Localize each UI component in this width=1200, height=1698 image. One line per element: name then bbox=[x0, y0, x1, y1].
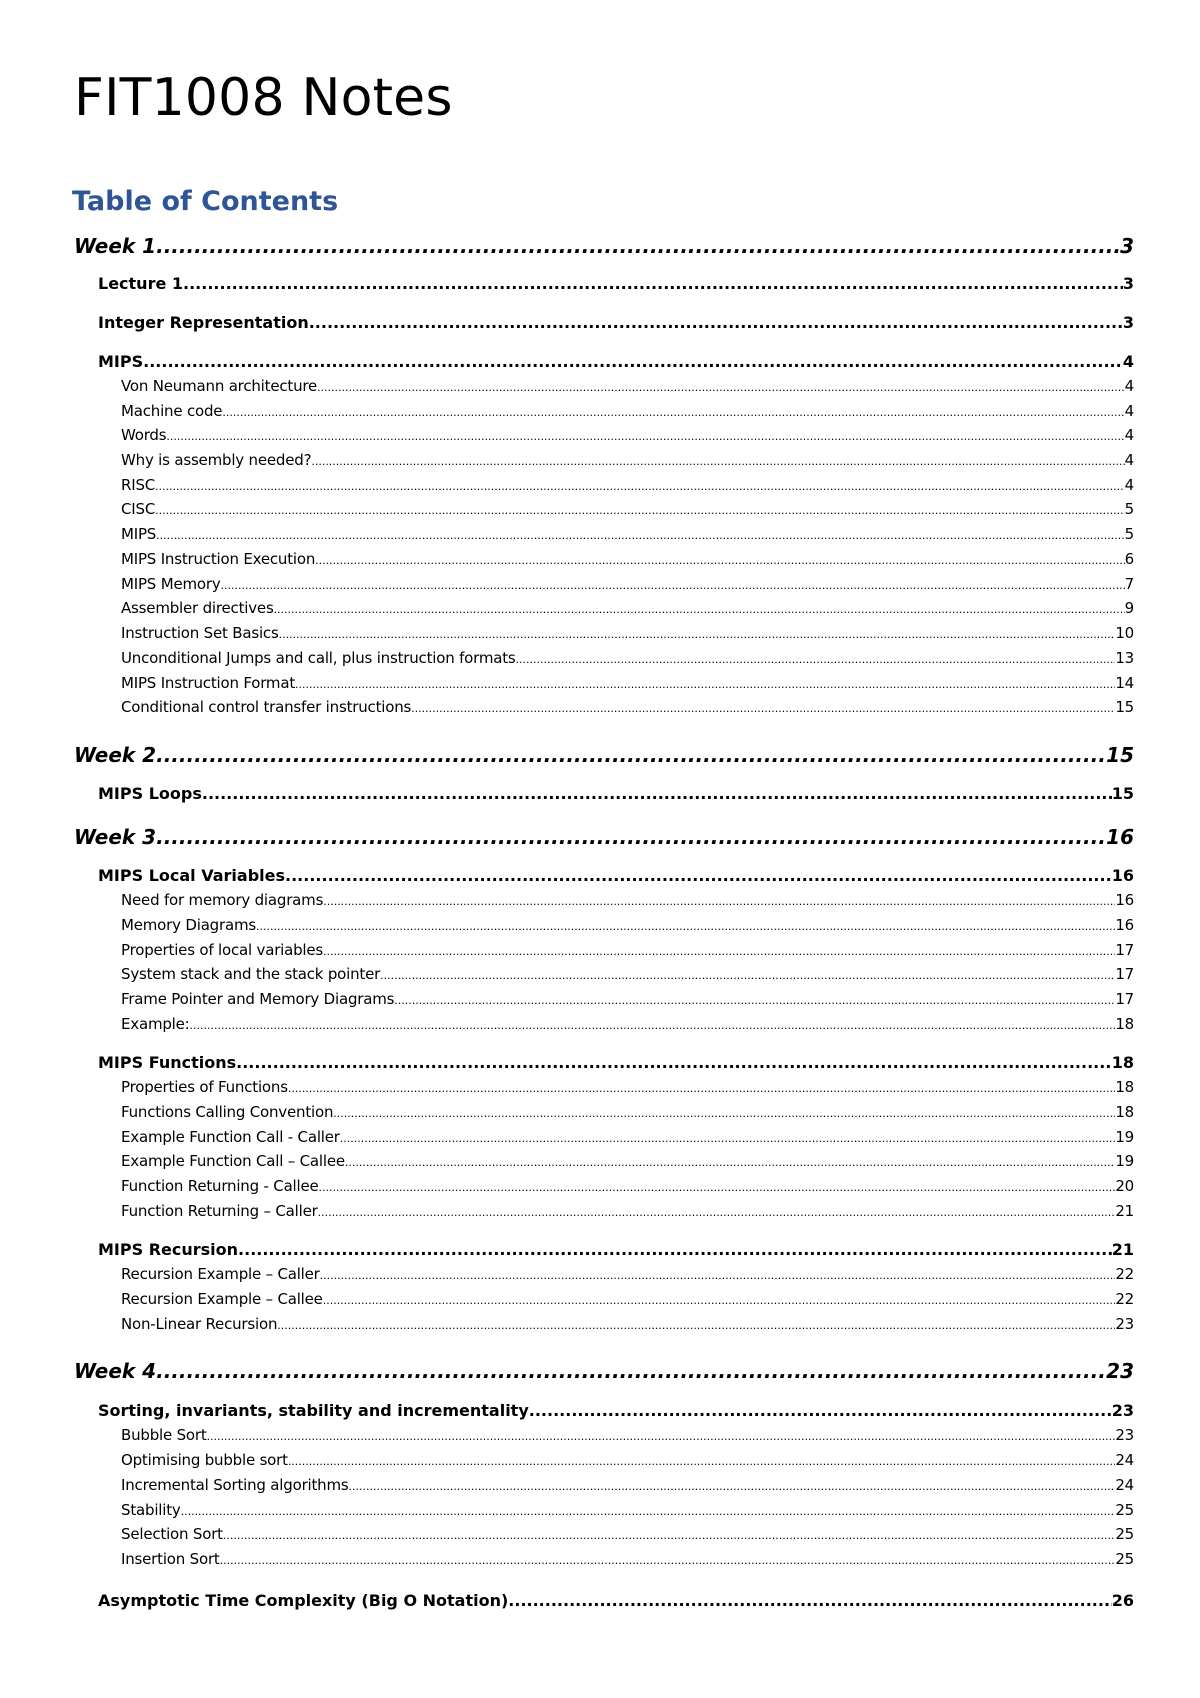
toc-entry-page-number: 23 bbox=[1115, 1315, 1134, 1333]
toc-dot-leader bbox=[222, 407, 1124, 418]
toc-dot-leader bbox=[155, 481, 1125, 492]
toc-entry[interactable] bbox=[121, 1204, 1134, 1219]
toc-entry-label: Von Neumann architecture bbox=[121, 377, 318, 395]
toc-dot-leader bbox=[223, 1530, 1115, 1541]
toc-dot-leader bbox=[207, 1431, 1116, 1442]
toc-entry[interactable] bbox=[121, 428, 1134, 443]
toc-entry-page-number: 6 bbox=[1124, 550, 1134, 568]
toc-entry-label: MIPS Recursion bbox=[98, 1240, 239, 1259]
toc-entry-page-number: 5 bbox=[1124, 500, 1134, 518]
toc-entry[interactable] bbox=[121, 527, 1134, 542]
toc-entry-page-number: 18 bbox=[1115, 1015, 1134, 1033]
toc-entry-label: Properties of local variables bbox=[121, 941, 324, 959]
toc-entry-page-number: 7 bbox=[1124, 575, 1134, 593]
toc-entry-label: Memory Diagrams bbox=[121, 916, 256, 934]
toc-entry-label: Example Function Call – Callee bbox=[121, 1152, 345, 1170]
toc-entry-page-number: 15 bbox=[1115, 698, 1134, 716]
toc-dot-leader bbox=[156, 1361, 1106, 1381]
toc-dot-leader bbox=[380, 970, 1115, 981]
toc-entry-page-number: 23 bbox=[1106, 1359, 1134, 1383]
toc-entry[interactable] bbox=[98, 868, 1134, 884]
toc-entry[interactable] bbox=[121, 1552, 1134, 1567]
toc-entry-label: Asymptotic Time Complexity (Big O Notation) bbox=[98, 1591, 509, 1610]
toc-entry-label: MIPS Memory bbox=[121, 575, 221, 593]
toc-dot-leader bbox=[315, 555, 1124, 566]
toc-entry[interactable] bbox=[74, 1361, 1134, 1381]
toc-entry[interactable] bbox=[121, 943, 1134, 958]
toc-entry-page-number: 15 bbox=[1111, 784, 1134, 803]
toc-entry-page-number: 17 bbox=[1115, 941, 1134, 959]
toc-entry-page-number: 16 bbox=[1115, 916, 1134, 934]
toc-entry[interactable] bbox=[98, 315, 1134, 331]
toc-entry-label: Function Returning – Caller bbox=[121, 1202, 318, 1220]
toc-entry-label: CISC bbox=[121, 500, 156, 518]
toc-entry-label: Frame Pointer and Memory Diagrams bbox=[121, 990, 395, 1008]
toc-entry-label: Recursion Example – Caller bbox=[121, 1265, 320, 1283]
toc-entry-label: MIPS Instruction Format bbox=[121, 674, 296, 692]
toc-entry-label: Lecture 1 bbox=[98, 274, 184, 293]
toc-entry-page-number: 21 bbox=[1111, 1240, 1134, 1259]
toc-entry[interactable] bbox=[121, 601, 1134, 616]
toc-entry[interactable] bbox=[121, 1105, 1134, 1120]
toc-entry-page-number: 22 bbox=[1115, 1290, 1134, 1308]
toc-dot-leader bbox=[394, 995, 1115, 1006]
toc-entry[interactable] bbox=[121, 1267, 1134, 1282]
toc-entry-label: Why is assembly needed? bbox=[121, 451, 312, 469]
toc-entry-label: Function Returning - Callee bbox=[121, 1177, 319, 1195]
toc-entry[interactable] bbox=[121, 626, 1134, 641]
toc-entry-page-number: 5 bbox=[1124, 525, 1134, 543]
toc-dot-leader bbox=[508, 1593, 1111, 1609]
toc-entry[interactable] bbox=[121, 404, 1134, 419]
toc-dot-leader bbox=[183, 276, 1123, 292]
toc-entry-page-number: 4 bbox=[1124, 476, 1134, 494]
toc-heading: Table of Contents bbox=[72, 186, 339, 217]
toc-entry-page-number: 4 bbox=[1124, 377, 1134, 395]
toc-entry[interactable] bbox=[121, 1478, 1134, 1493]
toc-entry-label: Example Function Call - Caller bbox=[121, 1128, 340, 1146]
toc-entry[interactable] bbox=[98, 1242, 1134, 1258]
toc-entry-label: Week 1 bbox=[74, 234, 157, 258]
toc-entry-page-number: 17 bbox=[1115, 965, 1134, 983]
toc-entry-page-number: 10 bbox=[1115, 624, 1134, 642]
toc-entry-label: Conditional control transfer instructions bbox=[121, 698, 412, 716]
toc-entry-label: MIPS Functions bbox=[98, 1053, 237, 1072]
toc-dot-leader bbox=[181, 1506, 1116, 1517]
toc-entry-label: Selection Sort bbox=[121, 1525, 223, 1543]
toc-entry[interactable] bbox=[121, 1130, 1134, 1145]
toc-entry[interactable] bbox=[98, 354, 1134, 370]
toc-entry[interactable] bbox=[121, 379, 1134, 394]
toc-dot-leader bbox=[156, 827, 1106, 847]
toc-dot-leader bbox=[349, 1481, 1116, 1492]
toc-entry[interactable] bbox=[121, 967, 1134, 982]
toc-entry-page-number: 21 bbox=[1115, 1202, 1134, 1220]
toc-dot-leader bbox=[236, 1055, 1112, 1071]
toc-entry-page-number: 3 bbox=[1120, 234, 1134, 258]
toc-dot-leader bbox=[529, 1403, 1112, 1419]
toc-dot-leader bbox=[340, 1133, 1116, 1144]
toc-dot-leader bbox=[285, 868, 1112, 884]
toc-dot-leader bbox=[277, 1320, 1115, 1331]
toc-entry-page-number: 16 bbox=[1115, 891, 1134, 909]
toc-dot-leader bbox=[156, 745, 1106, 765]
toc-entry[interactable] bbox=[121, 577, 1134, 592]
toc-entry-page-number: 4 bbox=[1124, 402, 1134, 420]
toc-entry-label: Insertion Sort bbox=[121, 1550, 220, 1568]
toc-entry-page-number: 4 bbox=[1124, 451, 1134, 469]
toc-entry[interactable] bbox=[121, 478, 1134, 493]
toc-entry-label: Words bbox=[121, 426, 167, 444]
toc-entry[interactable] bbox=[121, 1017, 1134, 1032]
toc-entry[interactable] bbox=[98, 786, 1134, 802]
toc-dot-leader bbox=[311, 456, 1124, 467]
toc-entry-page-number: 23 bbox=[1111, 1401, 1134, 1420]
toc-entry-label: Recursion Example – Callee bbox=[121, 1290, 323, 1308]
toc-entry[interactable] bbox=[121, 1154, 1134, 1169]
toc-entry-page-number: 19 bbox=[1115, 1128, 1134, 1146]
toc-entry-page-number: 24 bbox=[1115, 1451, 1134, 1469]
toc-entry[interactable] bbox=[121, 552, 1134, 567]
toc-entry-label: MIPS Local Variables bbox=[98, 866, 286, 885]
toc-entry[interactable] bbox=[74, 827, 1134, 847]
toc-entry[interactable] bbox=[74, 745, 1134, 765]
toc-entry[interactable] bbox=[98, 1593, 1134, 1609]
toc-dot-leader bbox=[317, 382, 1125, 393]
toc-entry-label: Need for memory diagrams bbox=[121, 891, 324, 909]
toc-entry-page-number: 25 bbox=[1115, 1550, 1134, 1568]
toc-entry[interactable] bbox=[121, 1453, 1134, 1468]
document-title: FIT1008 Notes bbox=[74, 68, 453, 128]
toc-entry-page-number: 22 bbox=[1115, 1265, 1134, 1283]
toc-dot-leader bbox=[143, 354, 1123, 370]
toc-entry-page-number: 24 bbox=[1115, 1476, 1134, 1494]
toc-entry[interactable] bbox=[121, 1080, 1134, 1095]
toc-entry-page-number: 20 bbox=[1115, 1177, 1134, 1195]
toc-entry[interactable] bbox=[121, 918, 1134, 933]
toc-entry-page-number: 9 bbox=[1124, 599, 1134, 617]
toc-entry-label: Functions Calling Convention bbox=[121, 1103, 334, 1121]
toc-entry[interactable] bbox=[121, 502, 1134, 517]
toc-entry-label: Week 4 bbox=[74, 1359, 157, 1383]
toc-entry-page-number: 4 bbox=[1122, 352, 1134, 371]
toc-dot-leader bbox=[323, 1295, 1116, 1306]
toc-entry-label: MIPS bbox=[121, 525, 157, 543]
toc-dot-leader bbox=[319, 1182, 1116, 1193]
toc-entry-label: Stability bbox=[121, 1501, 181, 1519]
toc-entry-label: Properties of Functions bbox=[121, 1078, 288, 1096]
toc-dot-leader bbox=[220, 1555, 1116, 1566]
toc-dot-leader bbox=[411, 703, 1115, 714]
toc-entry[interactable] bbox=[121, 1317, 1134, 1332]
toc-entry-page-number: 3 bbox=[1122, 274, 1134, 293]
toc-entry[interactable] bbox=[121, 700, 1134, 715]
toc-entry-label: Unconditional Jumps and call, plus instruction formats bbox=[121, 649, 516, 667]
toc-dot-leader bbox=[190, 1020, 1116, 1031]
toc-entry[interactable] bbox=[121, 1179, 1134, 1194]
toc-entry[interactable] bbox=[98, 276, 1134, 292]
toc-entry-label: RISC bbox=[121, 476, 156, 494]
toc-dot-leader bbox=[345, 1157, 1115, 1168]
toc-entry-page-number: 4 bbox=[1124, 426, 1134, 444]
toc-dot-leader bbox=[156, 530, 1125, 541]
toc-entry-page-number: 18 bbox=[1115, 1078, 1134, 1096]
toc-entry-label: Week 3 bbox=[74, 825, 157, 849]
toc-dot-leader bbox=[288, 1456, 1116, 1467]
toc-dot-leader bbox=[323, 946, 1115, 957]
toc-entry-page-number: 18 bbox=[1115, 1103, 1134, 1121]
toc-entry-label: Machine code bbox=[121, 402, 223, 420]
toc-dot-leader bbox=[309, 315, 1123, 331]
toc-dot-leader bbox=[256, 921, 1115, 932]
toc-entry[interactable] bbox=[121, 1292, 1134, 1307]
toc-entry[interactable] bbox=[74, 236, 1134, 256]
toc-entry-page-number: 17 bbox=[1115, 990, 1134, 1008]
toc-entry-page-number: 3 bbox=[1122, 313, 1134, 332]
toc-dot-leader bbox=[166, 431, 1124, 442]
toc-entry-page-number: 25 bbox=[1115, 1501, 1134, 1519]
toc-entry[interactable] bbox=[98, 1055, 1134, 1071]
toc-entry-label: Sorting, invariants, stability and incrementality bbox=[98, 1401, 529, 1420]
toc-entry[interactable] bbox=[121, 1428, 1134, 1443]
toc-dot-leader bbox=[279, 629, 1116, 640]
toc-dot-leader bbox=[318, 1207, 1116, 1218]
toc-entry-label: System stack and the stack pointer bbox=[121, 965, 381, 983]
toc-dot-leader bbox=[333, 1108, 1115, 1119]
toc-entry-page-number: 15 bbox=[1106, 743, 1134, 767]
toc-dot-leader bbox=[295, 679, 1115, 690]
toc-dot-leader bbox=[323, 896, 1115, 907]
toc-dot-leader bbox=[156, 236, 1120, 256]
toc-entry-label: Optimising bubble sort bbox=[121, 1451, 288, 1469]
toc-entry[interactable] bbox=[121, 651, 1134, 666]
toc-entry-page-number: 19 bbox=[1115, 1152, 1134, 1170]
toc-entry-page-number: 14 bbox=[1115, 674, 1134, 692]
toc-entry[interactable] bbox=[121, 676, 1134, 691]
toc-entry-page-number: 23 bbox=[1115, 1426, 1134, 1444]
toc-entry-page-number: 13 bbox=[1115, 649, 1134, 667]
toc-entry-page-number: 16 bbox=[1106, 825, 1134, 849]
toc-dot-leader bbox=[516, 654, 1116, 665]
toc-entry-label: MIPS Instruction Execution bbox=[121, 550, 316, 568]
toc-dot-leader bbox=[202, 786, 1112, 802]
toc-entry-label: Non-Linear Recursion bbox=[121, 1315, 278, 1333]
toc-dot-leader bbox=[288, 1083, 1115, 1094]
toc-dot-leader bbox=[221, 580, 1125, 591]
toc-entry[interactable] bbox=[121, 1527, 1134, 1542]
toc-entry[interactable] bbox=[121, 1503, 1134, 1518]
toc-entry-label: MIPS Loops bbox=[98, 784, 202, 803]
toc-dot-leader bbox=[155, 505, 1125, 516]
toc-entry-page-number: 16 bbox=[1111, 866, 1134, 885]
toc-entry-label: Bubble Sort bbox=[121, 1426, 207, 1444]
toc-entry-page-number: 25 bbox=[1115, 1525, 1134, 1543]
toc-entry-label: Example: bbox=[121, 1015, 190, 1033]
toc-entry-page-number: 18 bbox=[1111, 1053, 1134, 1072]
toc-dot-leader bbox=[274, 604, 1125, 615]
toc-entry-label: Assembler directives bbox=[121, 599, 274, 617]
toc-entry[interactable] bbox=[121, 992, 1134, 1007]
toc-entry[interactable] bbox=[98, 1403, 1134, 1419]
toc-entry-page-number: 26 bbox=[1111, 1591, 1134, 1610]
toc-entry[interactable] bbox=[121, 453, 1134, 468]
toc-entry-label: Instruction Set Basics bbox=[121, 624, 279, 642]
toc-entry-label: Week 2 bbox=[74, 743, 157, 767]
toc-entry-label: Integer Representation bbox=[98, 313, 309, 332]
toc-entry[interactable] bbox=[121, 893, 1134, 908]
toc-entry-label: Incremental Sorting algorithms bbox=[121, 1476, 349, 1494]
toc-entry-label: MIPS bbox=[98, 352, 144, 371]
toc-dot-leader bbox=[320, 1270, 1116, 1281]
toc-dot-leader bbox=[238, 1242, 1112, 1258]
